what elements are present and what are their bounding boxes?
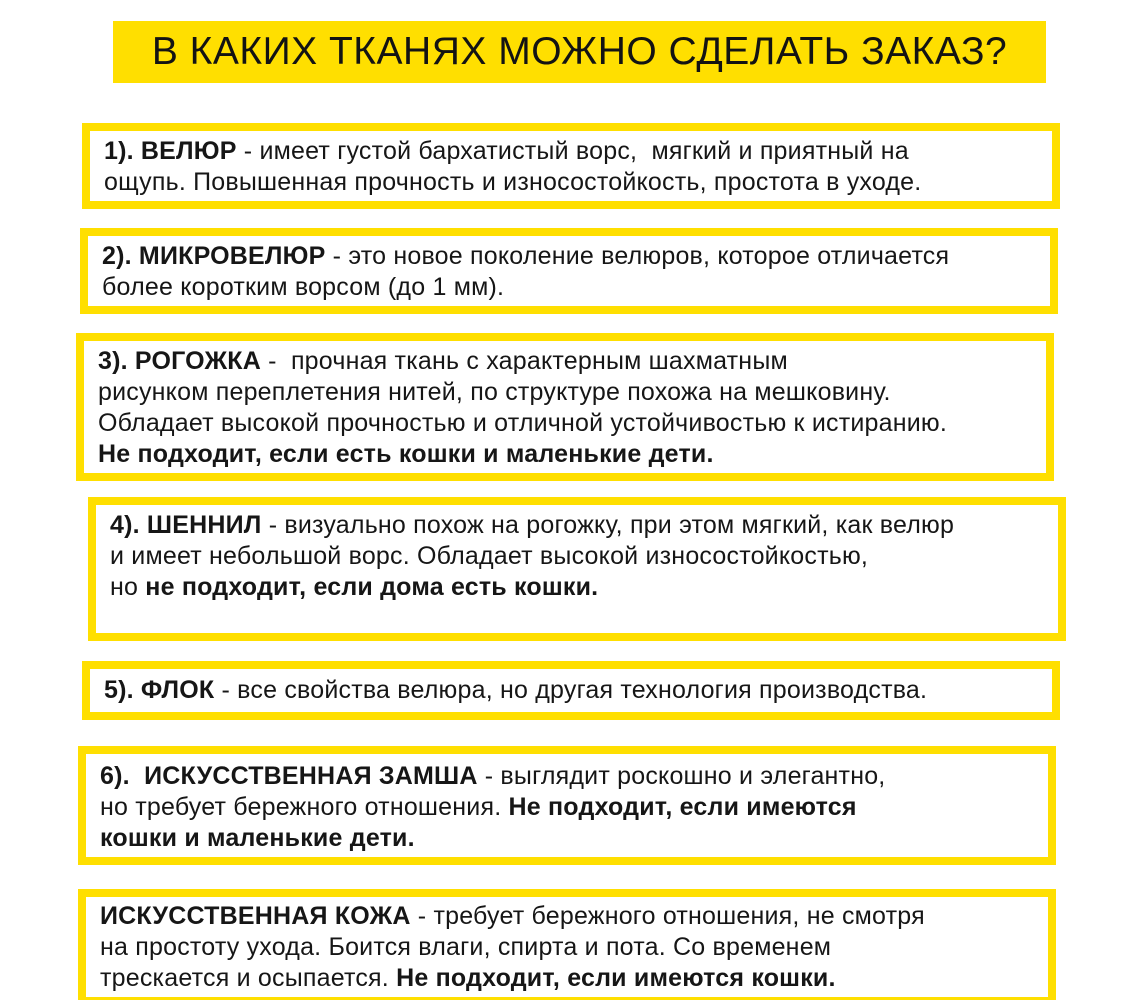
title-banner <box>113 21 1046 83</box>
fabric-text-line <box>110 510 1050 541</box>
fabric-text: - имеет густой бархатистый ворс, мягкий и приятный на <box>236 137 909 165</box>
fabric-box-rogozhka <box>76 333 1054 481</box>
fabric-box-flock <box>82 661 1060 720</box>
fabric-box-velour <box>82 123 1060 209</box>
fabric-text-line <box>104 675 1044 706</box>
fabric-text-bold: 2). МИКРОВЕЛЮР <box>102 242 326 270</box>
fabric-text-line <box>98 346 1038 377</box>
fabric-text: на простоту ухода. Боится влаги, спирта и пота. Со временем <box>100 933 832 961</box>
fabric-text: трескается и осыпается. <box>100 964 397 992</box>
fabric-text-line <box>100 932 1040 963</box>
fabric-text: и имеет небольшой ворс. Обладает высокой износостойкостью, <box>110 542 869 570</box>
fabric-text-bold: не подходит, если дома есть кошки. <box>145 573 599 601</box>
fabric-text-line <box>100 963 1040 994</box>
fabric-text-line <box>100 761 1040 792</box>
fabric-box-microvelour <box>80 228 1058 314</box>
fabric-text-bold: 4). ШЕННИЛ <box>110 511 262 539</box>
fabric-text-line <box>98 408 1038 439</box>
fabric-text: но требует бережного отношения. <box>100 793 509 821</box>
fabric-box-chenille <box>88 497 1066 641</box>
fabric-text-bold: Не подходит, если есть кошки и маленькие дети. <box>98 440 714 468</box>
fabric-text-line <box>100 823 1040 854</box>
fabric-text-line <box>104 167 1044 198</box>
fabric-text: - прочная ткань с характерным шахматным <box>260 347 788 375</box>
fabric-text: - это новое поколение велюров, которое отличается <box>325 242 950 270</box>
fabric-text-bold: 3). РОГОЖКА <box>98 347 261 375</box>
fabric-text: - визуально похож на рогожку, при этом мягкий, как велюр <box>261 511 955 539</box>
fabric-text: рисунком переплетения нитей, по структуре похожа на мешковину. <box>98 378 891 406</box>
fabric-text-line <box>100 901 1040 932</box>
fabric-text-bold: 5). ФЛОК <box>104 676 215 704</box>
fabric-text: - выглядит роскошно и элегантно, <box>477 762 886 790</box>
fabric-text-line <box>102 241 1042 272</box>
fabric-text-line <box>98 377 1038 408</box>
fabric-text: Обладает высокой прочностью и отличной устойчивостью к истиранию. <box>98 409 947 437</box>
fabric-box-faux-suede <box>78 746 1056 865</box>
fabric-text: более коротким ворсом (до 1 мм). <box>102 273 505 301</box>
fabric-text-line <box>102 272 1042 303</box>
fabric-text-bold: Не подходит, если имеются <box>508 793 857 821</box>
fabric-text-line <box>110 572 1050 603</box>
fabric-text: ощупь. Повышенная прочность и износостойкость, простота в уходе. <box>104 168 922 196</box>
fabric-text-bold: ИСКУССТВЕННАЯ КОЖА <box>100 902 411 930</box>
fabric-text-line <box>100 792 1040 823</box>
fabric-text-bold: 6). ИСКУССТВЕННАЯ ЗАМША <box>100 762 478 790</box>
fabric-text: но <box>110 573 146 601</box>
page-title: В КАКИХ ТКАНЯХ МОЖНО СДЕЛАТЬ ЗАКАЗ? <box>151 30 1008 73</box>
fabric-text-line <box>104 136 1044 167</box>
fabric-text-bold: кошки и маленькие дети. <box>100 824 415 852</box>
fabric-text-bold: Не подходит, если имеются кошки. <box>396 964 836 992</box>
fabric-text-bold: 1). ВЕЛЮР <box>104 137 237 165</box>
fabric-box-faux-leather <box>78 889 1056 1000</box>
fabric-text: - все свойства велюра, но другая технология производства. <box>214 676 928 704</box>
fabric-text-line <box>110 541 1050 572</box>
fabric-text-line <box>98 439 1038 470</box>
fabric-text: - требует бережного отношения, не смотря <box>410 902 925 930</box>
